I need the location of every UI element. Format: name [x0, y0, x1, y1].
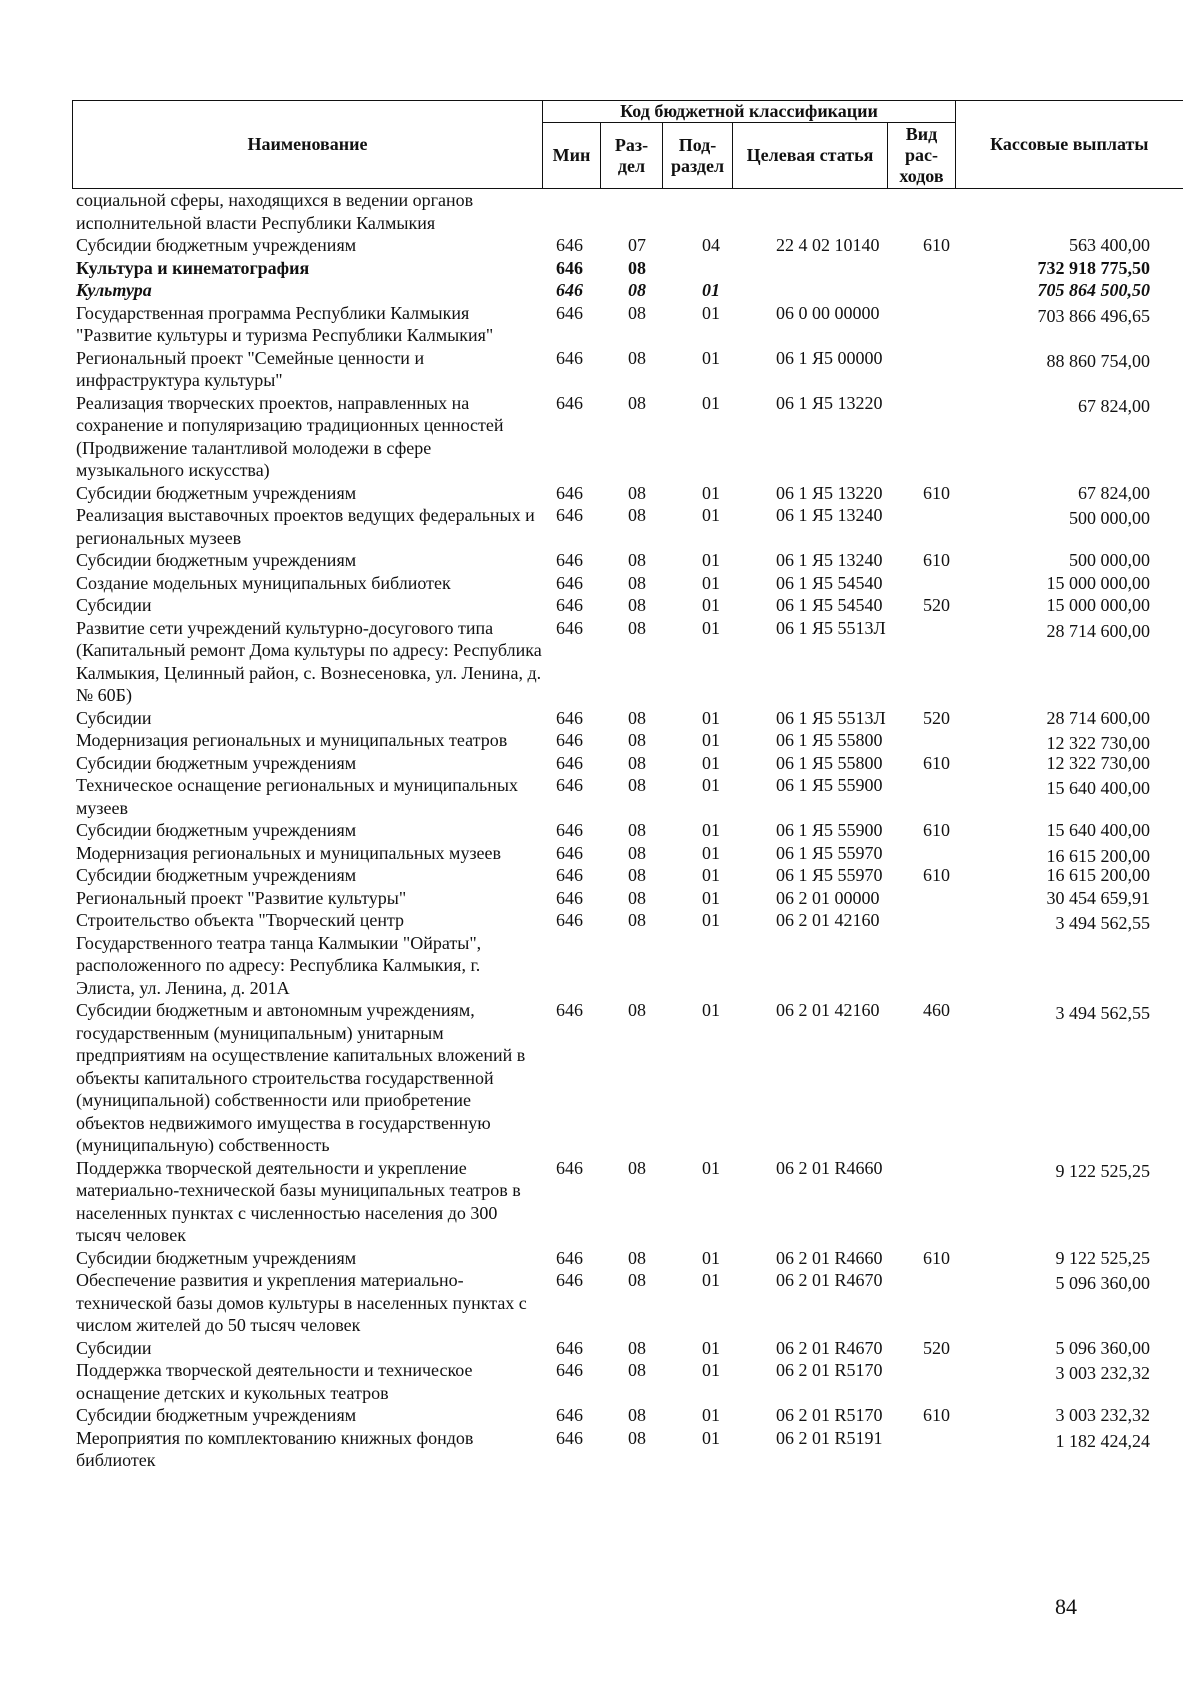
row-celevaya: 06 2 01 R4660 [776, 1157, 883, 1178]
row-sum: 732 918 775,50 [1037, 257, 1150, 278]
row-razdel: 08 [628, 842, 646, 863]
row-name: Субсидии [76, 1337, 152, 1358]
row-podrazdel: 01 [702, 505, 720, 525]
row-podrazdel: 01 [702, 302, 720, 323]
row-min: 646 [556, 550, 583, 570]
row-name: Региональный проект "Семейные ценности и инфраструктура культуры" [76, 347, 425, 390]
row-sum: 30 454 659,91 [1046, 887, 1150, 908]
row-min: 646 [556, 865, 583, 885]
table-row [72, 909, 1182, 999]
row-sum: 3 003 232,32 [1055, 1363, 1150, 1383]
row-razdel: 08 [628, 1000, 646, 1020]
row-min: 646 [556, 347, 583, 368]
row-min: 646 [556, 505, 583, 525]
row-min: 646 [556, 752, 583, 773]
row-sum: 563 400,00 [1069, 235, 1150, 255]
row-celevaya: 06 2 01 00000 [776, 887, 880, 908]
table-row [72, 1247, 1182, 1270]
row-razdel: 08 [628, 505, 646, 525]
table-row [72, 1157, 1182, 1247]
row-name: Субсидии [76, 707, 152, 728]
row-celevaya: 06 1 Я5 55800 [776, 752, 883, 773]
row-name: Региональный проект "Развитие культуры" [76, 887, 407, 908]
row-sum: 88 860 754,00 [1046, 350, 1150, 371]
row-min: 646 [556, 707, 583, 728]
row-podrazdel: 01 [702, 482, 720, 503]
row-name: Модернизация региональных и муниципальных театров [76, 730, 508, 750]
table-row [72, 1404, 1182, 1427]
row-podrazdel: 01 [702, 820, 720, 840]
header-min: Мин [543, 123, 601, 189]
row-min: 646 [556, 1337, 583, 1358]
row-min: 646 [556, 302, 583, 323]
table-row [72, 887, 1182, 910]
table-row [72, 347, 1182, 392]
row-name: Субсидии бюджетным и автономным учреждениям, государственным (муниципальным) унитарным предприятиям на осуществление капитальных вложений в объекты капитального строительства государственной (муниципальной) собственности или приобретение объектов недвижимого имущества в государственную (муниципальную) собственность [76, 1000, 526, 1155]
header-name: Наименование [73, 101, 543, 189]
row-razdel: 08 [628, 707, 646, 728]
row-name: Субсидии бюджетным учреждениям [76, 752, 357, 773]
row-min: 646 [556, 1157, 583, 1178]
table-row [72, 1337, 1182, 1360]
table-row [72, 1359, 1182, 1404]
row-min: 646 [556, 887, 583, 908]
row-podrazdel: 01 [702, 707, 720, 728]
row-sum: 28 714 600,00 [1046, 707, 1150, 728]
row-podrazdel: 01 [702, 1405, 720, 1425]
row-celevaya: 06 2 01 R5170 [776, 1405, 883, 1425]
table-row [72, 549, 1182, 572]
row-podrazdel: 01 [702, 910, 720, 930]
row-vid: 610 [923, 820, 950, 840]
row-razdel: 08 [628, 550, 646, 570]
row-min: 646 [556, 235, 583, 255]
row-min: 646 [556, 1405, 583, 1425]
row-podrazdel: 01 [702, 775, 720, 795]
row-vid: 610 [923, 550, 950, 570]
row-razdel: 08 [628, 730, 646, 750]
row-podrazdel: 01 [702, 572, 720, 593]
table-row [72, 594, 1182, 617]
row-podrazdel: 01 [702, 280, 720, 300]
row-celevaya: 06 1 Я5 54540 [776, 595, 883, 615]
row-podrazdel: 01 [702, 595, 720, 615]
table-row [72, 279, 1182, 302]
row-vid: 610 [923, 1405, 950, 1425]
row-razdel: 08 [628, 910, 646, 930]
row-sum: 5 096 360,00 [1055, 1273, 1150, 1293]
row-vid: 520 [923, 595, 950, 615]
row-sum: 703 866 496,65 [1037, 305, 1150, 326]
row-name: Государственная программа Республики Калмыкия "Развитие культуры и туризма Республики Калмыкия" [76, 302, 494, 345]
row-celevaya: 06 1 Я5 55970 [776, 842, 883, 863]
table-row [72, 189, 1182, 234]
row-name: Поддержка творческой деятельности и укрепление материально-технической базы муниципальных театров в населенных пунктах с численностью населения до 300 тысяч человек [76, 1157, 521, 1245]
row-sum: 9 122 525,25 [1055, 1160, 1150, 1181]
row-min: 646 [556, 1427, 583, 1448]
row-razdel: 08 [628, 347, 646, 368]
row-min: 646 [556, 1360, 583, 1380]
row-celevaya: 06 1 Я5 55970 [776, 865, 883, 885]
table-row [72, 1269, 1182, 1337]
table-row [72, 752, 1182, 775]
row-celevaya: 06 1 Я5 00000 [776, 347, 883, 368]
row-sum: 3 494 562,55 [1055, 1003, 1150, 1023]
row-sum: 9 122 525,25 [1055, 1247, 1150, 1268]
row-razdel: 08 [628, 572, 646, 593]
table-body [72, 189, 1182, 1472]
row-min: 646 [556, 910, 583, 930]
row-podrazdel: 01 [702, 1337, 720, 1358]
row-podrazdel: 01 [702, 865, 720, 885]
row-celevaya: 06 2 01 R4670 [776, 1337, 883, 1358]
row-celevaya: 06 1 Я5 13240 [776, 505, 883, 525]
row-podrazdel: 01 [702, 347, 720, 368]
row-razdel: 08 [628, 617, 646, 638]
row-celevaya: 22 4 02 10140 [776, 235, 880, 255]
header-kbk: Код бюджетной классификации [543, 101, 956, 123]
row-min: 646 [556, 280, 583, 300]
row-name: социальной сферы, находящихся в ведении органов исполнительной власти Республики Калмыкия [76, 190, 474, 233]
row-name: Субсидии бюджетным учреждениям [76, 1247, 357, 1268]
row-razdel: 08 [628, 1157, 646, 1178]
row-sum: 12 322 730,00 [1046, 752, 1150, 773]
row-razdel: 08 [628, 1337, 646, 1358]
table-row [72, 1427, 1182, 1472]
row-min: 646 [556, 572, 583, 593]
table-row [72, 729, 1182, 752]
row-razdel: 08 [628, 865, 646, 885]
row-celevaya: 06 2 01 42160 [776, 910, 880, 930]
row-razdel: 08 [628, 595, 646, 615]
row-name: Обеспечение развития и укрепления материально-технической базы домов культуры в населенных пунктах с числом жителей до 50 тысяч человек [76, 1270, 527, 1335]
row-sum: 12 322 730,00 [1046, 733, 1150, 753]
header-podrazdel: Под- раздел [663, 123, 733, 189]
row-podrazdel: 01 [702, 1157, 720, 1178]
row-podrazdel: 01 [702, 1427, 720, 1448]
row-razdel: 08 [628, 1270, 646, 1290]
row-sum: 500 000,00 [1069, 550, 1150, 570]
row-vid: 610 [923, 752, 950, 773]
row-celevaya: 06 1 Я5 55800 [776, 730, 883, 750]
row-podrazdel: 01 [702, 1360, 720, 1380]
row-name: Субсидии бюджетным учреждениям [76, 550, 357, 570]
row-razdel: 07 [628, 235, 646, 255]
header-razdel: Раз- дел [601, 123, 663, 189]
row-celevaya: 06 1 Я5 13220 [776, 482, 883, 503]
row-sum: 15 000 000,00 [1046, 595, 1150, 615]
table-row [72, 999, 1182, 1157]
row-sum: 16 615 200,00 [1046, 865, 1150, 885]
row-razdel: 08 [628, 1405, 646, 1425]
row-min: 646 [556, 1000, 583, 1020]
row-min: 646 [556, 257, 583, 278]
row-name: Субсидии бюджетным учреждениям [76, 820, 357, 840]
row-name: Реализация выставочных проектов ведущих федеральных и региональных музеев [76, 505, 535, 548]
row-name: Субсидии бюджетным учреждениям [76, 482, 357, 503]
table-row [72, 864, 1182, 887]
row-podrazdel: 01 [702, 887, 720, 908]
row-razdel: 08 [628, 482, 646, 503]
header-vid: Вид рас- ходов [888, 123, 956, 189]
row-name: Культура [76, 280, 152, 300]
row-celevaya: 06 1 Я5 13220 [776, 392, 883, 413]
table-row [72, 774, 1182, 819]
row-vid: 610 [923, 865, 950, 885]
row-celevaya: 06 2 01 R4670 [776, 1270, 883, 1290]
row-podrazdel: 01 [702, 752, 720, 773]
row-celevaya: 06 1 Я5 5513Л [776, 707, 886, 728]
header-sum: Кассовые выплаты [956, 101, 1183, 189]
row-name: Субсидии бюджетным учреждениям [76, 235, 357, 255]
row-podrazdel: 01 [702, 730, 720, 750]
row-name: Субсидии [76, 595, 152, 615]
row-vid: 460 [923, 1000, 950, 1020]
row-name: Мероприятия по комплектованию книжных фондов библиотек [76, 1427, 474, 1470]
row-sum: 28 714 600,00 [1046, 620, 1150, 641]
row-sum: 15 000 000,00 [1046, 572, 1150, 593]
row-podrazdel: 04 [702, 235, 720, 255]
row-podrazdel: 01 [702, 617, 720, 638]
table-row [72, 707, 1182, 730]
row-razdel: 08 [628, 257, 646, 278]
budget-table [72, 100, 1182, 1472]
row-razdel: 08 [628, 280, 646, 300]
row-sum: 1 182 424,24 [1055, 1430, 1150, 1451]
row-razdel: 08 [628, 1427, 646, 1448]
row-min: 646 [556, 775, 583, 795]
row-razdel: 08 [628, 820, 646, 840]
row-celevaya: 06 2 01 R4660 [776, 1247, 883, 1268]
row-podrazdel: 01 [702, 392, 720, 413]
row-min: 646 [556, 595, 583, 615]
table-row [72, 392, 1182, 482]
row-name: Техническое оснащение региональных и муниципальных музеев [76, 775, 518, 818]
row-vid: 520 [923, 707, 950, 728]
row-sum: 67 824,00 [1078, 395, 1150, 416]
row-name: Модернизация региональных и муниципальных музеев [76, 842, 502, 863]
row-sum: 705 864 500,50 [1037, 280, 1150, 300]
row-podrazdel: 01 [702, 842, 720, 863]
row-min: 646 [556, 1270, 583, 1290]
table-row [72, 504, 1182, 549]
table-row [72, 572, 1182, 595]
row-min: 646 [556, 1247, 583, 1268]
row-celevaya: 06 0 00 00000 [776, 302, 880, 323]
row-name: Культура и кинематография [76, 257, 310, 278]
row-name: Развитие сети учреждений культурно-досугового типа (Капитальный ремонт Дома культуры по адресу: Республика Калмыкия, Целинный район, с. Вознесеновка, ул. Ленина, д. № 60Б) [76, 617, 542, 705]
table-row [72, 482, 1182, 505]
row-podrazdel: 01 [702, 1000, 720, 1020]
row-celevaya: 06 1 Я5 54540 [776, 572, 883, 593]
row-sum: 67 824,00 [1078, 482, 1150, 503]
row-razdel: 08 [628, 775, 646, 795]
row-celevaya: 06 2 01 R5191 [776, 1427, 883, 1448]
row-vid: 610 [923, 1247, 950, 1268]
row-min: 646 [556, 482, 583, 503]
row-vid: 610 [923, 482, 950, 503]
table-row [72, 234, 1182, 257]
table-row [72, 842, 1182, 865]
row-min: 646 [556, 842, 583, 863]
row-vid: 610 [923, 235, 950, 255]
row-podrazdel: 01 [702, 1270, 720, 1290]
row-name: Создание модельных муниципальных библиотек [76, 572, 451, 593]
row-name: Строительство объекта "Творческий центр Государственного театра танца Калмыкии "Ойраты", расположенного по адресу: Республика Калмыкия, г. Элиста, ул. Ленина, д. 201А [76, 910, 482, 998]
table-row [72, 257, 1182, 280]
page-number: 84 [1055, 1594, 1077, 1619]
table-row [72, 302, 1182, 347]
header-celevaya: Целевая статья [733, 123, 888, 189]
row-min: 646 [556, 617, 583, 638]
row-podrazdel: 01 [702, 1247, 720, 1268]
row-razdel: 08 [628, 752, 646, 773]
row-podrazdel: 01 [702, 550, 720, 570]
row-celevaya: 06 1 Я5 55900 [776, 775, 883, 795]
row-min: 646 [556, 730, 583, 750]
row-sum: 15 640 400,00 [1046, 778, 1150, 798]
row-sum: 15 640 400,00 [1046, 820, 1150, 840]
row-vid: 520 [923, 1337, 950, 1358]
row-sum: 500 000,00 [1069, 508, 1150, 528]
row-sum: 5 096 360,00 [1055, 1337, 1150, 1358]
row-celevaya: 06 1 Я5 5513Л [776, 617, 886, 638]
row-celevaya: 06 2 01 R5170 [776, 1360, 883, 1380]
row-min: 646 [556, 392, 583, 413]
row-name: Поддержка творческой деятельности и техническое оснащение детских и кукольных театров [76, 1360, 473, 1403]
row-razdel: 08 [628, 1247, 646, 1268]
row-celevaya: 06 2 01 42160 [776, 1000, 880, 1020]
row-name: Реализация творческих проектов, направленных на сохранение и популяризацию традиционных ценностей (Продвижение талантливой молодежи в сфере музыкального искусства) [76, 392, 504, 480]
row-razdel: 08 [628, 887, 646, 908]
row-razdel: 08 [628, 392, 646, 413]
row-sum: 3 003 232,32 [1055, 1405, 1150, 1425]
row-razdel: 08 [628, 1360, 646, 1380]
row-name: Субсидии бюджетным учреждениям [76, 865, 357, 885]
table-row [72, 819, 1182, 842]
row-celevaya: 06 1 Я5 55900 [776, 820, 883, 840]
row-razdel: 08 [628, 302, 646, 323]
table-header [72, 100, 1183, 189]
row-sum: 16 615 200,00 [1046, 845, 1150, 866]
row-min: 646 [556, 820, 583, 840]
row-sum: 3 494 562,55 [1055, 913, 1150, 933]
table-row [72, 617, 1182, 707]
row-celevaya: 06 1 Я5 13240 [776, 550, 883, 570]
row-name: Субсидии бюджетным учреждениям [76, 1405, 357, 1425]
